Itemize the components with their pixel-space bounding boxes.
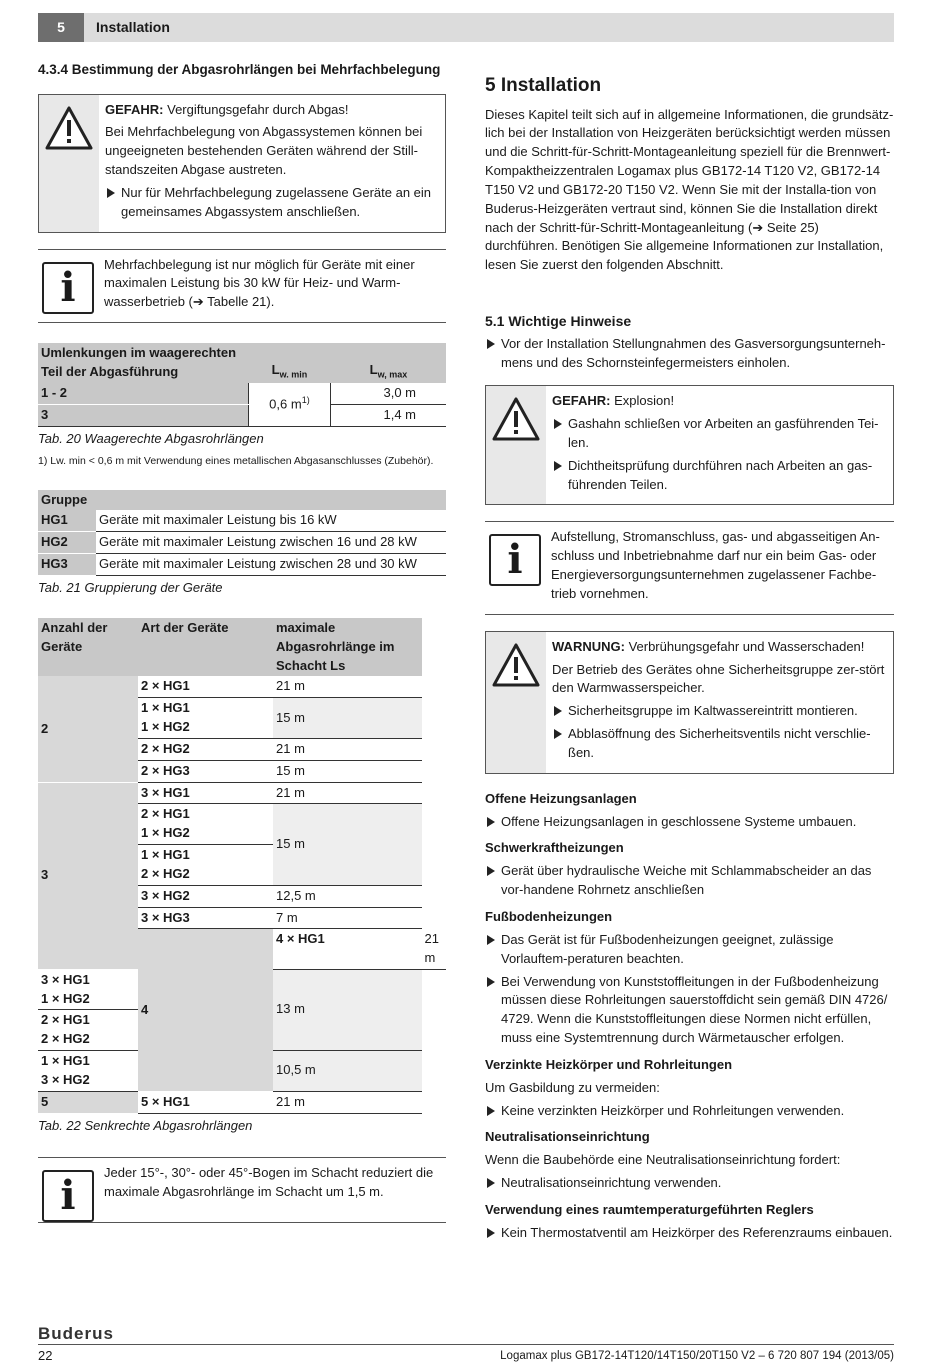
t22-length: 13 m — [273, 969, 422, 1050]
info-text: Aufstellung, Stromanschluss, gas- und abgasseitigen An-schluss und Inbetriebnahme darf nur ein beim Gas- oder Energieversorgungsunternehmen zugelassener Fachbe-trieb vornehmen. — [551, 529, 880, 601]
t21-caption: Tab. 21 Gruppierung der Geräte — [38, 579, 223, 595]
t22-length: 15 m — [273, 760, 422, 782]
warning-title: Verbrühungsgefahr und Wasserschaden! — [628, 638, 865, 654]
bullet: Offene Heizungsanlagen in geschlossene Systeme umbauen. — [485, 813, 894, 832]
warning-label: WARNUNG: — [552, 638, 625, 654]
danger-box-poisoning — [38, 94, 446, 233]
subheading-room-controller: Verwendung eines raumtemperaturgeführten Reglers — [485, 1201, 814, 1217]
left-column — [38, 60, 446, 1239]
t22-type: 3 × HG1 1 × HG2 — [38, 969, 138, 1010]
t22-group-2: 2 — [38, 676, 138, 782]
t20-footnote: 1) Lw. min < 0,6 m mit Verwendung eines metallischen Abgasanschlusses (Zubehör). — [38, 455, 434, 468]
info-box-multiple-occupancy — [38, 249, 446, 324]
t22-length: 21 m — [273, 676, 422, 697]
bullet: Keine verzinkten Heizkörper und Rohrleitungen verwenden. — [485, 1102, 894, 1121]
t22-group-4: 4 — [138, 929, 273, 1091]
danger-text: Bei Mehrfachbelegung von Abgassystemen können bei ungeeigneten bestehenden Geräten während der Still-standszeiten Abgase austreten. — [105, 124, 423, 178]
t22-type: 3 × HG1 — [138, 782, 273, 804]
warning-box-scalding — [485, 631, 894, 774]
danger-title: Explosion! — [614, 393, 675, 409]
t21-row — [38, 510, 446, 531]
t22-type: 4 × HG1 — [273, 929, 422, 969]
t21-group-code: HG3 — [38, 554, 96, 576]
t20-header-lwmin: $L_{w. min}$ — [271, 362, 308, 380]
t20-row1-label: 1 - 2 — [38, 383, 248, 404]
warning-triangle-icon — [486, 632, 546, 773]
paragraph: Wenn die Baubehörde eine Neutralisationseinrichtung fordert: — [485, 1152, 841, 1168]
info-text: Mehrfachbelegung ist nur möglich für Geräte mit einer maximalen Leistung bis 30 kW für Heiz- und Warm-wasserbetrieb (➔ Tabelle 21). — [104, 256, 415, 310]
bullet: Das Gerät ist für Fußbodenheizungen geeignet, zulässige Vorlauftem-peraturen beachten. — [485, 931, 894, 969]
page-header — [38, 13, 894, 42]
t22-length: 21 m — [273, 782, 422, 804]
t21-group-code: HG2 — [38, 532, 96, 554]
warning-text: Der Betrieb des Gerätes ohne Sicherheitsgruppe zer-stört den Warmwasserspeicher. — [552, 661, 885, 696]
warning-triangle-icon — [486, 386, 546, 504]
t21-group-desc: Geräte mit maximaler Leistung zwischen 16 und 28 kW — [96, 532, 446, 554]
subheading-floor-heating: Fußbodenheizungen — [485, 909, 613, 924]
t22-type: 5 × HG1 — [138, 1091, 273, 1113]
t22-length: 21 m — [273, 1091, 422, 1113]
danger-box-explosion — [485, 385, 894, 505]
section-5-1-heading: 5.1 Wichtige Hinweise — [485, 313, 632, 330]
danger-title: Vergiftungsgefahr durch Abgas! — [167, 101, 349, 117]
bullet: Bei Verwendung von Kunststoffleitungen in der Fußbodenheizung müssen diese Rohrleitungen sauerstoffdicht sein gemäß DIN 4726/ 4729. Wenn die Kunststoffleitungen diese Normen nicht erfüllen, muss eine Systemtrennung durch Wärmetauscher erfolgen. — [485, 973, 894, 1048]
bullet: Gerät über hydraulische Weiche mit Schlammabscheider an das vor-handene Rohrnetz anschließen — [485, 862, 894, 900]
danger-bullet: Nur für Mehrfachbelegung zugelassene Geräte an ein gemeinsames Abgassystem anschließen. — [105, 184, 437, 222]
t22-length: 10,5 m — [273, 1051, 422, 1092]
t20-header-lwmax: $L_{w, max}$ — [369, 362, 408, 380]
right-column — [485, 72, 894, 1247]
t22-caption: Tab. 22 Senkrechte Abgasrohrlängen — [38, 1117, 253, 1133]
t20-lwmax-1: 3,0 m — [331, 383, 446, 404]
t22-length: 12,5 m — [273, 885, 422, 907]
t22-type: 2 × HG3 — [138, 760, 273, 782]
paragraph: Um Gasbildung zu vermeiden: — [485, 1079, 660, 1095]
page-number: 22 — [38, 1348, 53, 1363]
t22-type: 1 × HG1 2 × HG2 — [138, 845, 273, 886]
t21-group-desc: Geräte mit maximaler Leistung bis 16 kW — [96, 510, 446, 531]
subheading-gravity: Schwerkraftheizungen — [485, 840, 624, 856]
t22-type: 3 × HG2 — [138, 885, 273, 907]
t22-length: 21 m — [273, 738, 422, 760]
footer-rule — [38, 1344, 894, 1345]
t22-group-5: 5 — [38, 1091, 138, 1113]
t22-length: 15 m — [273, 804, 422, 885]
t22-header-length: maximale Abgasrohrlänge im Schacht Ls — [276, 619, 395, 673]
chapter-number: 5 — [38, 13, 84, 42]
warning-bullet: Sicherheitsgruppe im Kaltwassereintritt montieren. — [552, 702, 885, 721]
t22-type: 2 × HG1 — [138, 676, 273, 697]
subheading-neutralisation: Neutralisationseinrichtung — [485, 1129, 650, 1145]
warning-bullet: Abblasöffnung des Sicherheitsventils nicht verschlie-ßen. — [552, 725, 885, 763]
t21-row — [38, 554, 446, 576]
danger-label: GEFAHR: — [552, 393, 611, 409]
warning-triangle-icon — [39, 95, 99, 232]
info-box-bends — [38, 1157, 446, 1223]
t21-group-code: HG1 — [38, 510, 96, 531]
t21-group-desc: Geräte mit maximaler Leistung zwischen 28 und 30 kW — [96, 554, 446, 576]
danger-bullet: Dichtheitsprüfung durchführen nach Arbeiten an gas-führenden Teilen. — [552, 457, 885, 495]
t22-length: 7 m — [273, 907, 422, 929]
t22-header-count: Anzahl der Geräte — [41, 619, 108, 654]
info-icon: i — [42, 1170, 94, 1222]
bullet-approvals: Vor der Installation Stellungnahmen des Gasversorgungsunterneh-mens und des Schornsteinfegermeisters einholen. — [485, 335, 894, 373]
t21-header: Gruppe — [41, 491, 88, 507]
subheading-open-systems: Offene Heizungsanlagen — [485, 790, 637, 806]
t20-row2-label: 3 — [38, 404, 248, 426]
section-4-3-4-heading: 4.3.4 Bestimmung der Abgasrohrlängen bei Mehrfachbelegung — [38, 62, 441, 77]
subheading-galvanized: Verzinkte Heizkörper und Rohrleitungen — [485, 1056, 733, 1072]
buderus-logo: Buderus — [38, 1324, 114, 1343]
t22-length: 15 m — [273, 698, 422, 739]
table-20 — [38, 343, 446, 426]
t20-lwmin-value: 0,6 $m^{1)}$ — [248, 383, 331, 426]
t22-type: 3 × HG3 — [138, 907, 273, 929]
t22-type: 2 × HG1 2 × HG2 — [38, 1010, 138, 1051]
info-icon: i — [489, 534, 541, 586]
t20-caption: Tab. 20 Waagerechte Abgasrohrlängen — [38, 430, 264, 446]
t22-group-3: 3 — [38, 782, 138, 969]
t22-type: 2 × HG2 — [138, 738, 273, 760]
danger-label: GEFAHR: — [105, 101, 164, 117]
bullet: Neutralisationseinrichtung verwenden. — [485, 1174, 894, 1193]
table-22 — [38, 618, 446, 1114]
t20-header-deflections: Umlenkungen im waagerechten Teil der Abgasführung — [41, 345, 237, 379]
info-box-installer — [485, 521, 894, 614]
t22-length: 21 m — [422, 929, 446, 969]
chapter-5-heading: 5 Installation — [485, 75, 602, 96]
danger-bullet: Gashahn schließen vor Arbeiten an gasführenden Tei-len. — [552, 415, 885, 453]
chapter-title: Installation — [96, 19, 170, 36]
bullet: Kein Thermostatventil am Heizkörper des Referenzraums einbauen. — [485, 1224, 894, 1243]
document-reference: Logamax plus GB172-14T120/14T150/20T150 V2 – 6 720 807 194 (2013/05) — [500, 1350, 894, 1362]
chapter-intro: Dieses Kapitel teilt sich auf in allgemeine Informationen, die grundsätz-lich bei der Installation von Heizgeräten berücksichtigt werden müssen und die Schritt-für-Schritt-Montageanleitung speziell für die Brennwert-Kompaktheizzentralen Logamax plus GB172-14 T120 V2, GB172-14 T150 V2 und GB172-20 T150 V2. Wenn Sie mit der Installa-tion von Buderus-Heizgeräten vertraut sind, können Sie die Installation direkt nach der Schritt-für-Schritt-Montageanleitung (➔ Seite 25) durchführen. Benötigen Sie allgemeine Informationen zur Installation, lesen Sie zuerst den folgenden Abschnitt. — [485, 106, 894, 273]
t20-lwmax-2: 1,4 m — [331, 404, 446, 426]
info-text: Jeder 15°-, 30°- oder 45°-Bogen im Schacht reduziert die maximale Abgasrohrlänge im Schacht um 1,5 m. — [104, 1165, 434, 1200]
t22-type: 1 × HG1 1 × HG2 — [138, 698, 273, 739]
t22-type: 2 × HG1 1 × HG2 — [138, 804, 273, 845]
t22-header-type: Art der Geräte — [141, 619, 229, 635]
t22-type: 1 × HG1 3 × HG2 — [38, 1051, 138, 1092]
t21-row — [38, 532, 446, 554]
table-21 — [38, 490, 446, 576]
info-icon: i — [42, 262, 94, 314]
